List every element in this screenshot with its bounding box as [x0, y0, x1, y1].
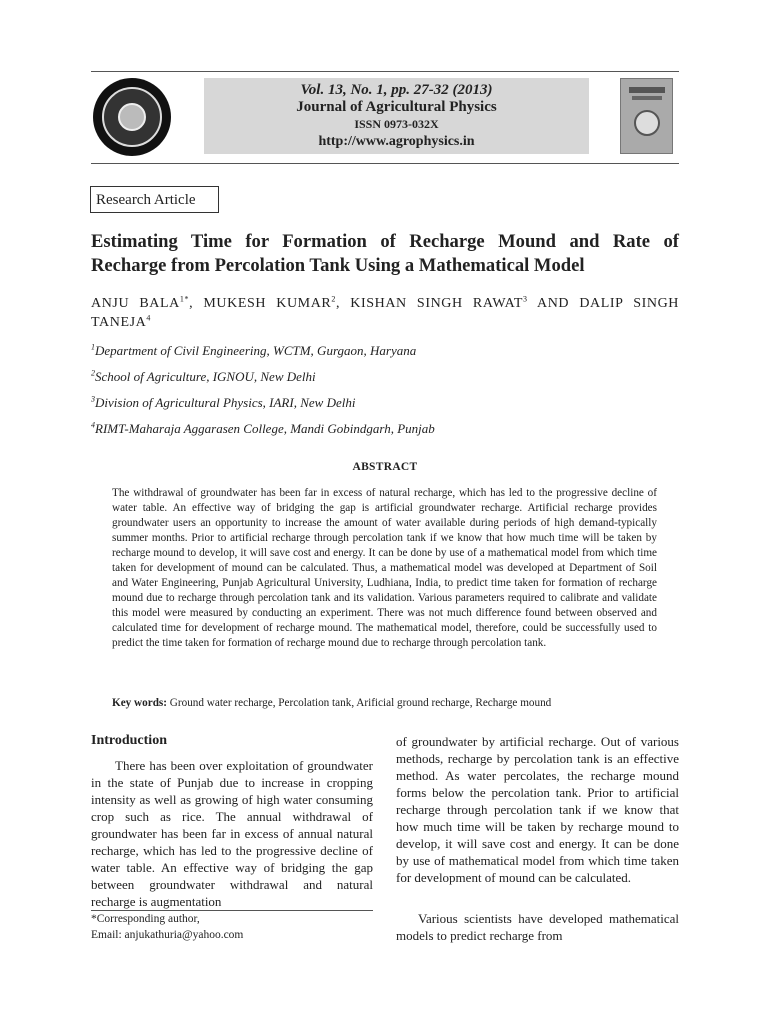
affiliation-1: $^1$Department of Civil Engineering, WCTM, Gurgaon, Haryana: [91, 342, 417, 358]
affiliation-4: $^4$RIMT-Maharaja Aggarasen College, Mandi Gobindgarh, Punjab: [91, 420, 435, 436]
keywords: [112, 697, 672, 709]
affiliation-3: $^3$Division of Agricultural Physics, IARI, New Delhi: [91, 394, 356, 410]
journal-cover-thumbnail: [620, 78, 673, 154]
intro-left-paragraph: There has been over exploitation of groundwater in the state of Punjab due to increase in cropping intensity as well as growing of high water consuming crop such as rice. The annual withdrawal of groundwater has been far in excess of annual natural recharge, which has led to the progressive decline of water table. An effective way of bridging the gap between groundwater withdrawal and natural recharge is augmentation: [91, 758, 373, 909]
affiliation-2: $^2$School of Agriculture, IGNOU, New Delhi: [91, 368, 316, 384]
top-rule: [91, 71, 679, 72]
intro-right-paragraph-1: of groundwater by artificial recharge. Out of various methods, recharge by percolation tank is an effective method. As water percolates, the recharge mound forms below the percolation tank. Prior to artificial recharge through percolation tank if we know that how much time will be taken by recharge mound to develop, it will save cost and energy. It can be done by use of mathematical model from which time taken for development of mound can be calculated.: [396, 734, 679, 885]
author-list: ANJU $BALA^{1*}$, MUKESH KUMAR$^2$, KISHAN SINGH RAWAT$^3$ AND DALIP SINGH TANEJA$^4$: [91, 294, 679, 330]
journal-banner: [204, 78, 589, 154]
author-name: MUKESH KUMAR: [203, 296, 332, 311]
society-logo: [93, 78, 171, 156]
banner-bottom-rule: [91, 163, 679, 164]
journal-url[interactable]: http://www.agrophysics.in: [318, 134, 475, 149]
article-type-badge: Research Article: [90, 186, 219, 213]
author-name: ANJU BALA: [91, 296, 180, 311]
introduction-heading: Introduction: [91, 733, 167, 748]
intro-right-paragraph-2: Various scientists have developed mathematical models to predict recharge from: [396, 911, 679, 943]
author-name: DALIP SINGH TANEJA: [91, 296, 679, 330]
issn: ISSN 0973-032X: [354, 117, 439, 131]
abstract-heading: ABSTRACT: [352, 461, 418, 473]
corresponding-author-note: *Corresponding author,: [91, 913, 200, 925]
article-title: Estimating Time for Formation of Recharge Mound and Rate of Recharge from Percolation Tank Using a Mathematical Model: [91, 231, 679, 276]
footnote-rule: [91, 910, 373, 911]
author-email[interactable]: Email: anjukathuria@yahoo.com: [91, 929, 244, 941]
keywords-text: Ground water recharge, Percolation tank, Arificial ground recharge, Recharge mound: [167, 697, 552, 709]
volume-info: Vol. 13, No. 1, pp. 27-32 (2013): [300, 82, 493, 98]
author-name: KISHAN SINGH RAWAT: [350, 296, 523, 311]
keywords-label: Key words:: [112, 697, 167, 709]
abstract-body: The withdrawal of groundwater has been far in excess of natural recharge, which has led to the progressive decline of water table. An effective way of bridging the gap is artificial groundwater recharge. Artificial recharge provides groundwater users an opportunity to increase the amount of water available during periods of high demand-typically summer months. Prior to artificial recharge through percolation tank if we know that how much time will be taken by recharge mound to develop, it will save cost and energy. It can be done by use of a mathematical model from which time taken for development of mound can be calculated. Thus, a mathematical model was developed at Department of Soil and Water Engineering, Punjab Agricultural University, Ludhiana, India, to predict time taken for formation of recharge mound due to recharge through percolation tank and its validation. Various parameters required to calibrate and validate this model were measured by conducting an experiment. There was not much difference found between observed and calculated time for development of recharge mound. The mathematical model, therefore, could be successfully used to predict the time taken for formation of recharge mound due to recharge through percolation tank.: [112, 487, 657, 649]
journal-name: Journal of Agricultural Physics: [296, 99, 497, 115]
